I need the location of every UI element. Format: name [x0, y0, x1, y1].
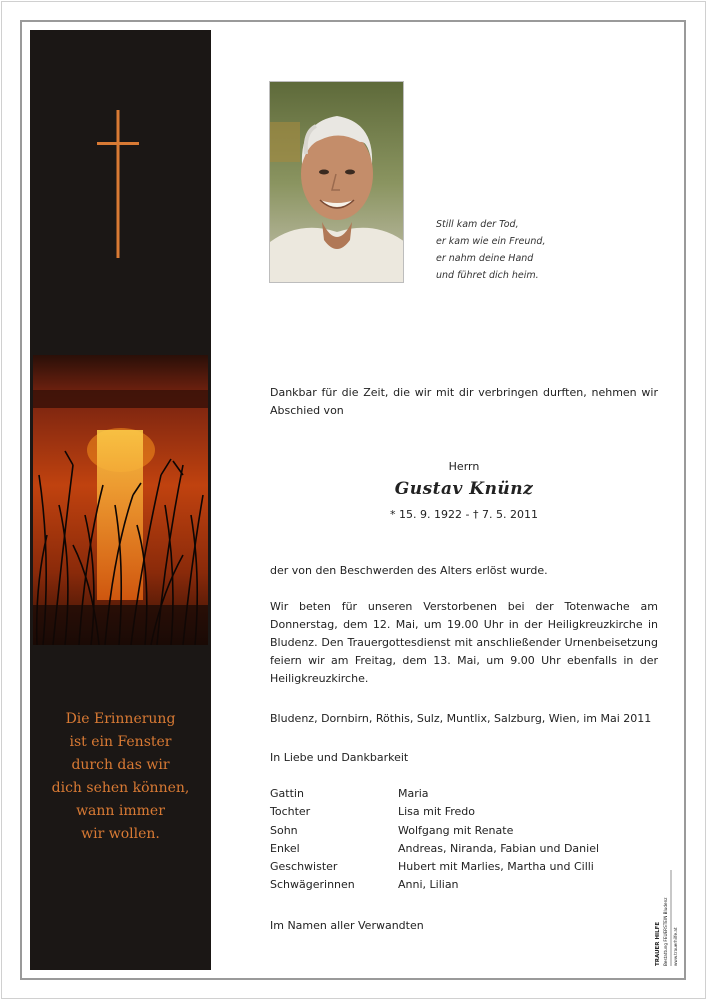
- logo-line-1: TRAUER HILFE: [655, 921, 661, 966]
- life-dates: * 15. 9. 1922 - † 7. 5. 2011: [390, 508, 538, 521]
- funeral-home-logo: [652, 868, 682, 968]
- cross-icon: [30, 30, 211, 290]
- mourner-relation: Geschwister: [270, 860, 338, 874]
- service-text: Wir beten für unseren Verstorbenen bei der Totenwache am Donnerstag, dem 12. Mai, um 19.00 Uhr in der Heiligkreuzkirche in Bludenz. Den Trauergottesdienst mit anschließender Urnenbeisetzung feiern wir am Freitag, dem 13. Mai, um 9.00 Uhr ebenfalls in der Heiligkreuzkirche.: [270, 600, 658, 685]
- poem-line: er kam wie ein Freund,: [436, 236, 546, 247]
- mourner-relation: Schwägerinnen: [270, 878, 355, 892]
- mourner-relation: Tochter: [270, 805, 311, 819]
- mourner-names: Andreas, Niranda, Fabian und Daniel: [398, 841, 600, 855]
- poem-line: Still kam der Tod,: [436, 219, 519, 230]
- poem-line: er nahm deine Hand: [436, 253, 534, 264]
- closing-love: In Liebe und Dankbarkeit: [270, 751, 409, 764]
- mourner-row: [270, 822, 599, 840]
- sidebar-quote-line: dich sehen können,: [51, 780, 190, 796]
- decorative-sidebar: [30, 30, 211, 970]
- mourner-names: Hubert mit Marlies, Martha und Cilli: [398, 860, 594, 874]
- mourner-row: [270, 785, 599, 803]
- sidebar-quote-line: Die Erinnerung: [65, 711, 176, 727]
- mourner-row: [270, 876, 599, 894]
- sidebar-quote-line: ist ein Fenster: [69, 734, 172, 750]
- mourners-list: [270, 785, 599, 895]
- poem: [436, 216, 545, 284]
- cause-text: der von den Beschwerden des Alters erlöst wurde.: [270, 564, 548, 577]
- sidebar-quote-line: durch das wir: [71, 757, 170, 773]
- portrait-photo: [269, 81, 404, 283]
- mourner-names: Lisa mit Fredo: [398, 805, 476, 819]
- sidebar-quote-line: wann immer: [76, 803, 165, 819]
- salutation: Herrn: [448, 460, 480, 473]
- sidebar-quote-line: wir wollen.: [81, 826, 160, 842]
- closing-relatives: Im Namen aller Verwandten: [270, 919, 424, 932]
- intro-text: Dankbar für die Zeit, die wir mit dir verbringen durften, nehmen wir Abschied von: [270, 386, 658, 417]
- deceased-name: Gustav Knünz: [394, 479, 534, 499]
- mourner-names: Maria: [398, 787, 429, 800]
- mourner-relation: Sohn: [270, 823, 298, 837]
- logo-line-2: Bestattung FEUERSTEIN Bludenz: [663, 897, 668, 966]
- logo-line-3: www.trauerhilfe.at: [673, 927, 678, 966]
- mourner-names: Wolfgang mit Renate: [398, 823, 514, 837]
- mourner-names: Anni, Lilian: [398, 878, 459, 892]
- sidebar-quote: [30, 708, 211, 846]
- mourner-row: [270, 840, 599, 858]
- mourner-row: [270, 858, 599, 876]
- mourner-row: [270, 803, 599, 821]
- sunset-reeds-image: [33, 355, 208, 645]
- mourner-relation: Gattin: [270, 787, 304, 800]
- mourner-relation: Enkel: [270, 841, 300, 855]
- place-date: Bludenz, Dornbirn, Röthis, Sulz, Muntlix, Salzburg, Wien, im Mai 2011: [270, 712, 652, 725]
- poem-line: und führet dich heim.: [436, 270, 539, 281]
